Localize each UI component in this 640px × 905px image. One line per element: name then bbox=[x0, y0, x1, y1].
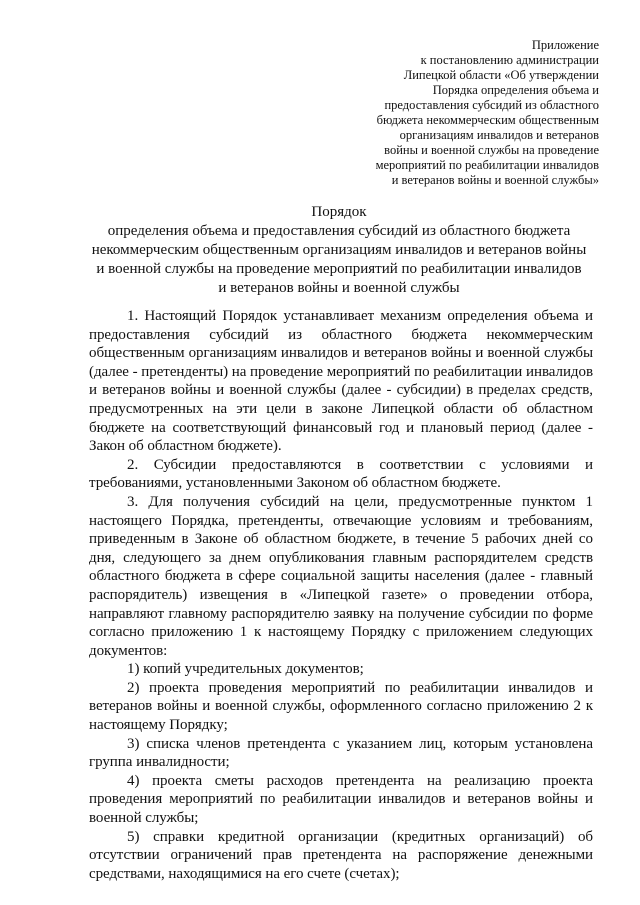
list-item-2: 2) проекта проведения мероприятий по реабилитации инвалидов и ветеранов войны и военной службы, оформленного согласно приложению 2 к настоящему Порядку; bbox=[89, 679, 593, 734]
title-line: некоммерческим общественным организациям инвалидов и ветеранов войны bbox=[91, 242, 587, 258]
appendix-line: бюджета некоммерческим общественным bbox=[376, 113, 599, 127]
appendix-line: Порядка определения объема и bbox=[432, 83, 599, 97]
appendix-line: Липецкой области «Об утверждении bbox=[403, 68, 599, 82]
appendix-line: Приложение bbox=[531, 38, 599, 52]
appendix-header bbox=[349, 38, 599, 188]
appendix-line: и ветеранов войны и военной службы» bbox=[391, 173, 599, 187]
appendix-line: мероприятий по реабилитации инвалидов bbox=[375, 158, 599, 172]
list-item-1: 1) копий учредительных документов; bbox=[127, 661, 364, 678]
paragraph-1: 1. Настоящий Порядок устанавливает механизм определения объема и предоставления субсидий из областного бюджета некоммерческим общественным организациям инвалидов и ветеранов войны и военной службы (далее - претенденты) на проведение мероприятий по реабилитации инвалидов и ветеранов войны и военной службы (далее - субсидии) в пределах средств, предусмотренных на эти цели в законе Липецкой области об областном бюджете на соответствующий финансовый год и плановый период (далее - Закон об областном бюджете). bbox=[89, 308, 593, 455]
title-line: и ветеранов войны и военной службы bbox=[218, 280, 460, 296]
title-heading: Порядок bbox=[311, 204, 367, 220]
title-line: и военной службы на проведение мероприятий по реабилитации инвалидов bbox=[96, 261, 582, 277]
document-body bbox=[89, 307, 593, 883]
document-title bbox=[84, 203, 594, 298]
list-item-3: 3) списка членов претендента с указанием лиц, которым установлена группа инвалидности; bbox=[89, 735, 593, 771]
appendix-line: предоставления субсидий из областного bbox=[384, 98, 599, 112]
appendix-line: к постановлению администрации bbox=[420, 53, 599, 67]
title-line: определения объема и предоставления субсидий из областного бюджета bbox=[107, 223, 571, 239]
appendix-line: войны и военной службы на проведение bbox=[384, 143, 599, 157]
paragraph-3: 3. Для получения субсидий на цели, предусмотренные пунктом 1 настоящего Порядка, претенденты, отвечающие условиям и требованиям, приведенным в Законе об областном бюджете, в течение 5 рабочих дней со дня, следующего за днем опубликования главным распорядителем средств областного бюджета в сфере социальной защиты населения (далее - главный распорядитель) извещения в «Липецкой газете» о проведении отбора, направляют главному распорядителю заявку на получение субсидии по форме согласно приложению 1 к настоящему Порядку с приложением следующих документов: bbox=[89, 493, 593, 659]
appendix-line: организациям инвалидов и ветеранов bbox=[399, 128, 599, 142]
list-item-4: 4) проекта сметы расходов претендента на реализацию проекта проведения мероприятий по реабилитации инвалидов и ветеранов войны и военной службы; bbox=[89, 772, 593, 827]
list-item-5: 5) справки кредитной организации (кредитных организаций) об отсутствии ограничений прав претендента на распоряжение денежными средствами, находящимися на его счете (счетах); bbox=[89, 828, 593, 882]
paragraph-2: 2. Субсидии предоставляются в соответствии с условиями и требованиями, установленными Законом об областном бюджете. bbox=[89, 456, 593, 492]
